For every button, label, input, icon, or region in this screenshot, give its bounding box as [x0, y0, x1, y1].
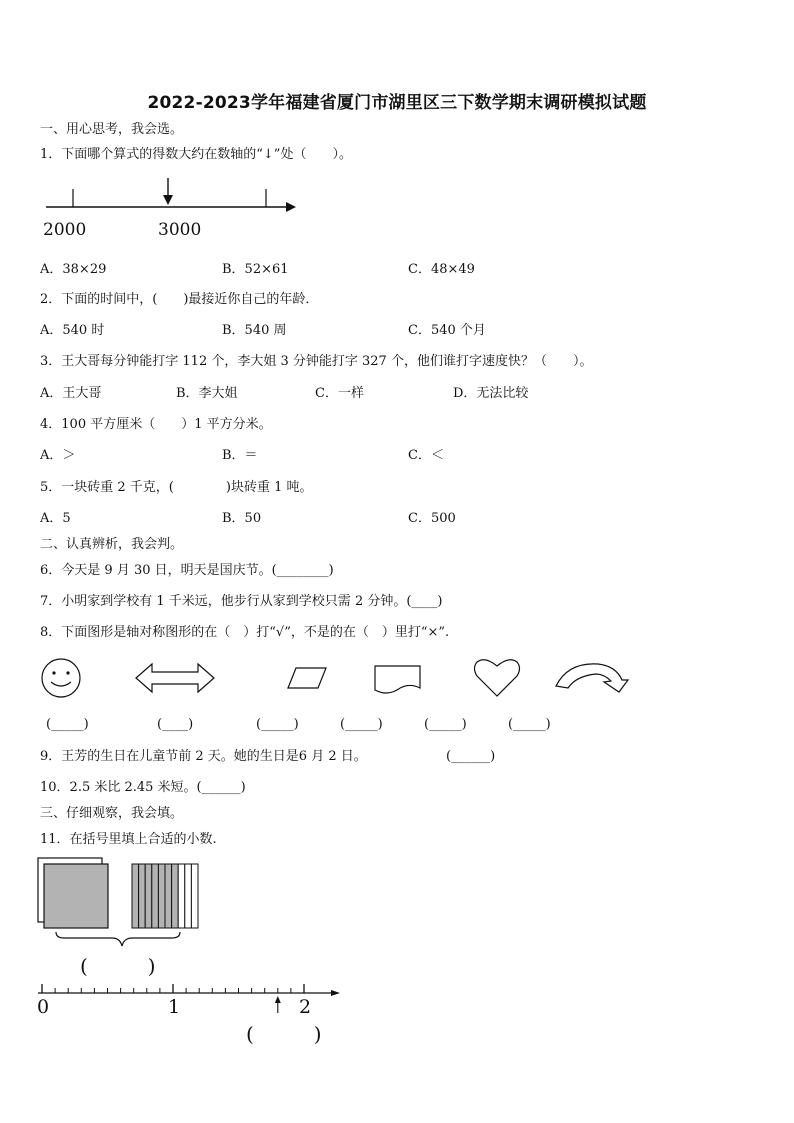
question-10-text[interactable]: 10．2.5 米比 2.45 米短。(______): [40, 780, 246, 795]
question-8-text: 8．下面图形是轴对称图形的在（ ）打“√”，不是的在（ ）里打“×”.: [40, 625, 450, 640]
section-heading-1: 一、用心思考，我会选。: [40, 122, 184, 137]
strip-column: [132, 864, 139, 928]
q9-blank[interactable]: (______): [446, 749, 496, 764]
up-arrow-icon: [275, 996, 281, 1003]
unit-square-front: [44, 864, 108, 928]
heart-icon: [475, 660, 520, 696]
q4-option-b[interactable]: B．＝: [222, 448, 258, 463]
q8-blank-5[interactable]: (_____): [424, 717, 467, 732]
axis-label-0: 0: [37, 996, 50, 1018]
q2-option-a[interactable]: A．540 时: [40, 323, 105, 338]
parallelogram-icon: [288, 668, 326, 688]
q11-top-paren[interactable]: ( ): [80, 954, 156, 978]
q8-blank-4[interactable]: (_____): [340, 717, 383, 732]
q1-number-line: [40, 175, 310, 245]
axis-arrowhead: [331, 990, 340, 996]
q8-blank-6[interactable]: (_____): [508, 717, 551, 732]
q3-option-a[interactable]: A．王大哥: [40, 386, 102, 401]
q8-blank-1[interactable]: (_____): [46, 717, 89, 732]
strip-column: [178, 864, 185, 928]
axis-label-1: 1: [168, 996, 181, 1018]
section-heading-2: 二、认真辨析，我会判。: [40, 537, 184, 552]
q1-axis-label-3000: 3000: [158, 220, 202, 240]
question-1-text: 1．下面哪个算式的得数大约在数轴的“↓”处（ ）。: [40, 147, 352, 162]
tenths-strip-square: [132, 864, 198, 928]
q1-option-c[interactable]: C．48×49: [408, 262, 475, 277]
strip-column: [152, 864, 159, 928]
q3-option-b[interactable]: B．李大姐: [176, 386, 238, 401]
axis-label-2: 2: [299, 996, 312, 1018]
strip-column: [165, 864, 172, 928]
section-heading-3: 三、仔细观察，我会填。: [40, 806, 184, 821]
q8-blank-2[interactable]: (____): [157, 717, 194, 732]
q11-bottom-paren[interactable]: ( ): [246, 1022, 322, 1046]
q1-option-b[interactable]: B．52×61: [222, 262, 289, 277]
q1-option-a[interactable]: A．38×29: [40, 262, 107, 277]
brace: [56, 932, 180, 946]
question-11-text: 11．在括号里填上合适的小数.: [40, 832, 217, 847]
strip-column: [139, 864, 146, 928]
question-3-text: 3．王大哥每分钟能打字 112 个，李大姐 3 分钟能打字 327 个，他们谁打字速度快？（ ）。: [40, 354, 593, 369]
q8-shapes-row: [36, 656, 636, 702]
double-arrow-icon: [136, 664, 214, 692]
strip-column: [185, 864, 192, 928]
curved-arrow-icon: [556, 664, 628, 692]
q3-option-d[interactable]: D．无法比较: [453, 386, 529, 401]
smiley-face-icon: [42, 659, 80, 697]
q4-option-a[interactable]: A．＞: [40, 448, 76, 463]
strip-column: [172, 864, 179, 928]
page-title: 2022-2023学年福建省厦门市湖里区三下数学期末调研模拟试题: [147, 93, 647, 113]
q5-option-c[interactable]: C．500: [408, 511, 456, 526]
strip-column: [158, 864, 165, 928]
strip-column: [145, 864, 152, 928]
question-4-text: 4．100 平方厘米（ ）1 平方分米。: [40, 417, 272, 432]
wavy-rectangle-icon: [375, 666, 420, 693]
q4-option-c[interactable]: C．＜: [408, 448, 444, 463]
question-5-text: 5．一块砖重 2 千克，( )块砖重 1 吨。: [40, 480, 313, 495]
strip-column: [191, 864, 198, 928]
q2-option-c[interactable]: C．540 个月: [408, 323, 486, 338]
q11-number-line: [37, 984, 340, 1018]
q1-axis-label-2000: 2000: [43, 220, 87, 240]
q3-option-c[interactable]: C．一样: [315, 386, 364, 401]
q5-option-a[interactable]: A．5: [40, 511, 71, 526]
q2-option-b[interactable]: B．540 周: [222, 323, 287, 338]
question-9-text: 9．王芳的生日在儿童节前 2 天。她的生日是6 月 2 日。: [40, 749, 367, 764]
question-6-text[interactable]: 6．今天是 9 月 30 日，明天是国庆节。(________): [40, 563, 334, 578]
q8-blank-3[interactable]: (_____): [256, 717, 299, 732]
question-7-text[interactable]: 7．小明家到学校有 1 千米远，他步行从家到学校只需 2 分钟。(____): [40, 594, 443, 609]
question-2-text: 2．下面的时间中，( )最接近你自己的年龄．: [40, 292, 319, 307]
q5-option-b[interactable]: B．50: [222, 511, 262, 526]
